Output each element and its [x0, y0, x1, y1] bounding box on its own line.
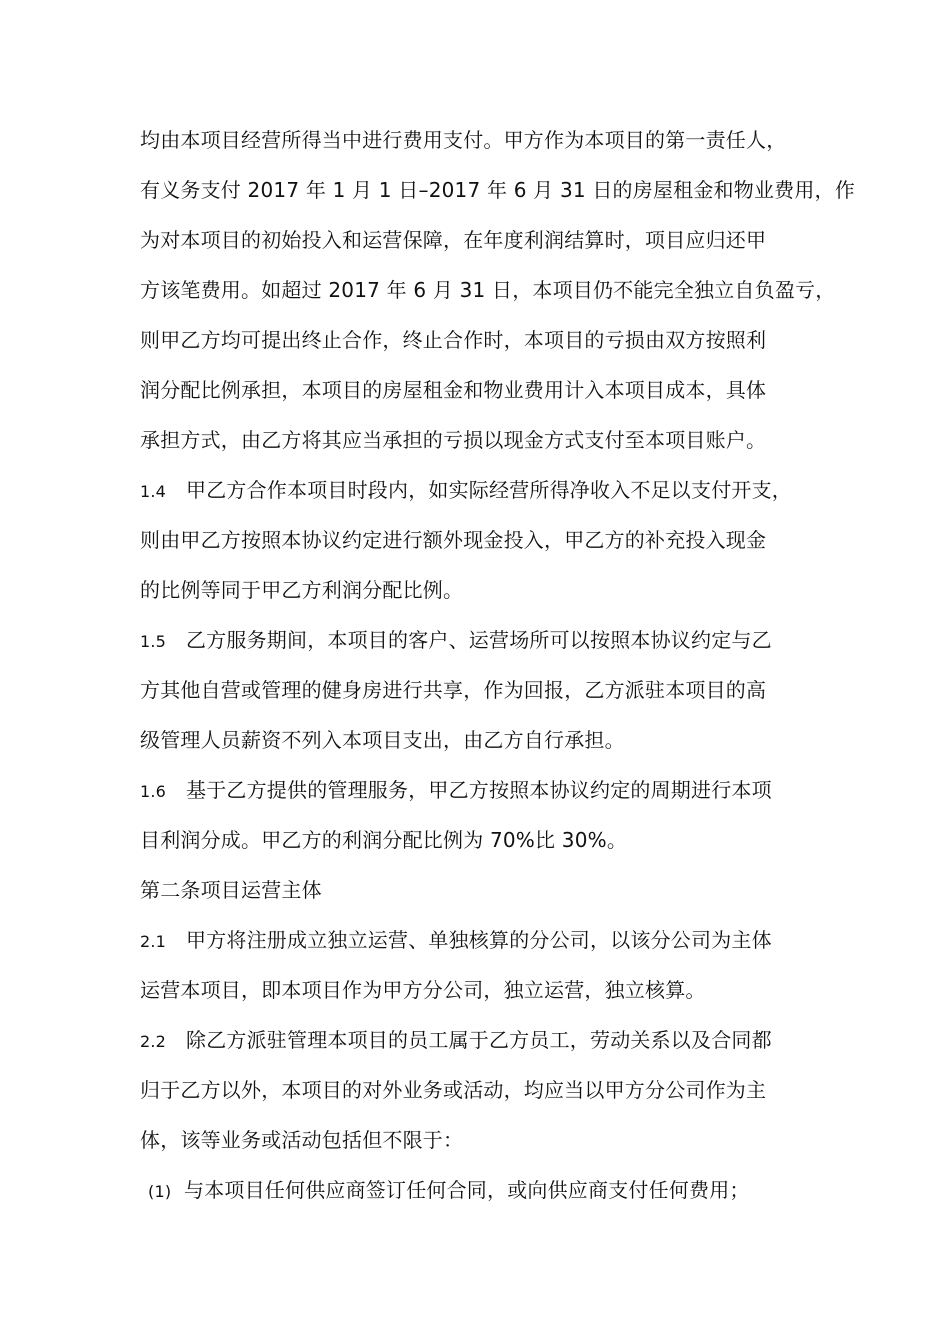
clause-1-5 — [140, 626, 840, 656]
clause-1-6 — [140, 776, 840, 806]
clause-1-4 — [140, 476, 840, 506]
clause-number: 2.2 — [140, 1032, 167, 1051]
paragraph-line: 的比例等同于甲乙方利润分配比例。 — [140, 578, 464, 602]
article-heading: 第二条项目运营主体 — [140, 878, 322, 902]
paragraph-line: 目利润分成。甲乙方的利润分配比例为 70%比 30%。 — [140, 828, 628, 852]
clause-text: 基于乙方提供的管理服务，甲乙方按照本协议约定的周期进行本项 — [186, 778, 772, 802]
clause-number: 1.4 — [140, 482, 167, 501]
paragraph-line: 方其他自营或管理的健身房进行共享，作为回报，乙方派驻本项目的高 — [140, 678, 767, 702]
list-item — [140, 1176, 840, 1206]
paragraph-line: 方该笔费用。如超过 2017 年 6 月 31 日，本项目仍不能完全独立自负盈亏， — [140, 278, 836, 302]
clause-text: 乙方服务期间，本项目的客户、运营场所可以按照本协议约定与乙 — [186, 628, 772, 652]
clause-number: 2.1 — [140, 932, 167, 951]
paragraph-line: 运营本项目，即本项目作为甲方分公司，独立运营，独立核算。 — [140, 978, 706, 1002]
list-item-text: 与本项目任何供应商签订任何合同，或向供应商支付任何费用； — [184, 1178, 750, 1202]
paragraph-line: 为对本项目的初始投入和运营保障，在年度利润结算时，项目应归还甲 — [140, 228, 767, 252]
clause-number: 1.6 — [140, 782, 167, 801]
paragraph-line: 承担方式，由乙方将其应当承担的亏损以现金方式支付至本项目账户。 — [140, 428, 767, 452]
clause-text: 甲乙方合作本项目时段内，如实际经营所得净收入不足以支付开支， — [186, 478, 792, 502]
list-item-number: (1) — [148, 1182, 172, 1201]
clause-2-2 — [140, 1026, 840, 1056]
clause-2-1 — [140, 926, 840, 956]
paragraph-line: 级管理人员薪资不列入本项目支出，由乙方自行承担。 — [140, 728, 625, 752]
clause-number: 1.5 — [140, 632, 167, 651]
paragraph-line: 润分配比例承担，本项目的房屋租金和物业费用计入本项目成本，具体 — [140, 378, 767, 402]
clause-text: 除乙方派驻管理本项目的员工属于乙方员工，劳动关系以及合同都 — [186, 1028, 772, 1052]
paragraph-line: 则由甲乙方按照本协议约定进行额外现金投入，甲乙方的补充投入现金 — [140, 528, 767, 552]
paragraph-line: 均由本项目经营所得当中进行费用支付。甲方作为本项目的第一责任人， — [140, 128, 787, 152]
clause-text: 甲方将注册成立独立运营、单独核算的分公司，以该分公司为主体 — [186, 928, 772, 952]
paragraph-line: 有义务支付 2017 年 1 月 1 日–2017 年 6 月 31 日的房屋租金和物业费用，作 — [140, 178, 855, 202]
paragraph-line: 则甲乙方均可提出终止合作，终止合作时，本项目的亏损由双方按照利 — [140, 328, 767, 352]
paragraph-line: 归于乙方以外，本项目的对外业务或活动，均应当以甲方分公司作为主 — [140, 1078, 767, 1102]
paragraph-line: 体，该等业务或活动包括但不限于： — [140, 1128, 464, 1152]
